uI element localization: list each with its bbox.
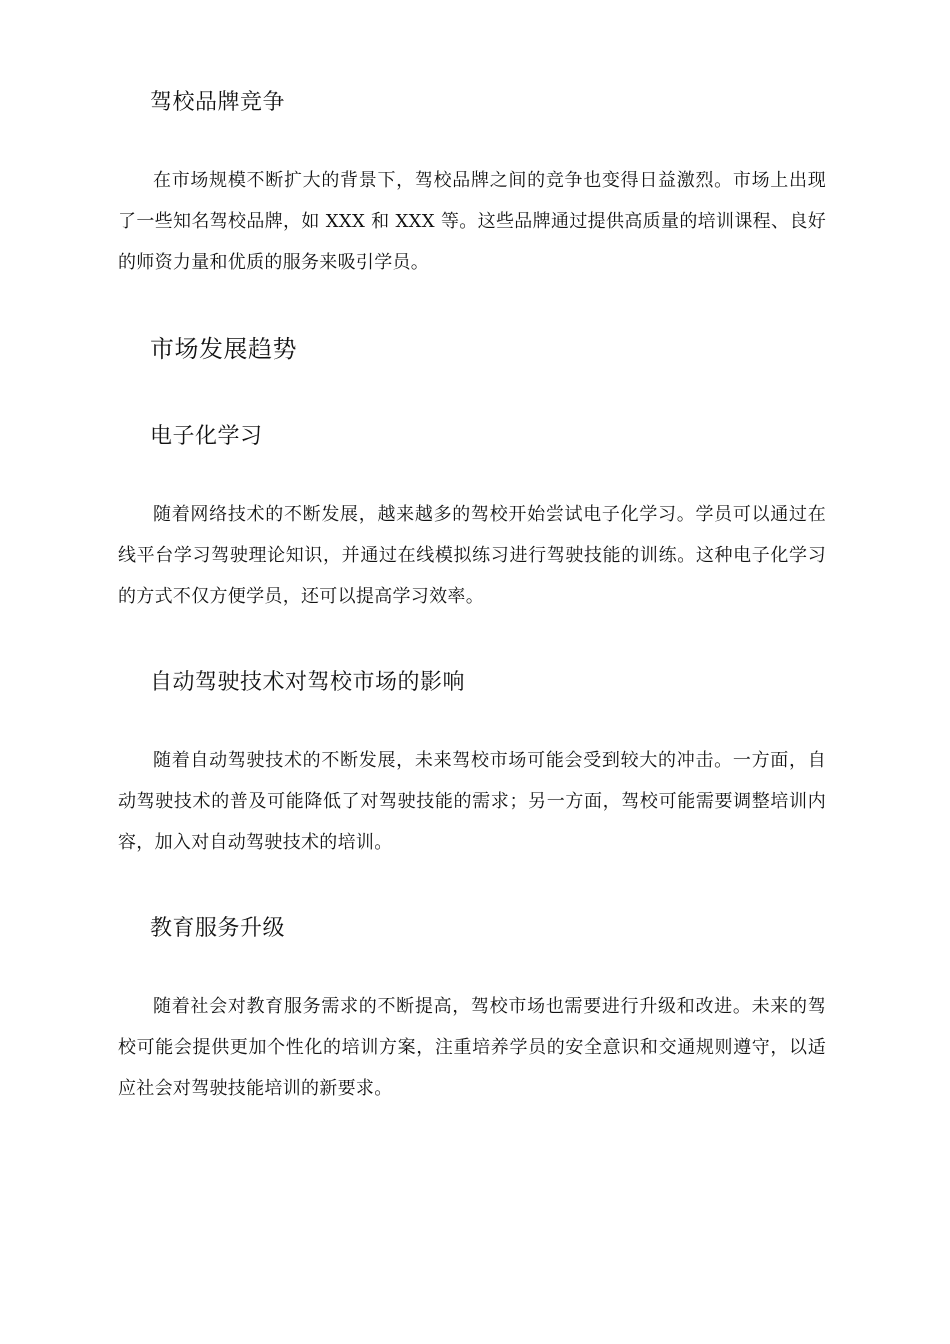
paragraph-autonomous-driving: 随着自动驾驶技术的不断发展，未来驾校市场可能会受到较大的冲击。一方面，自动驾驶技术的普及可能降低了对驾驶技能的需求；另一方面，驾校可能需要调整培训内容，加入对自动驾驶技术的培训。 xyxy=(118,750,826,853)
paragraph-service-upgrade: 随着社会对教育服务需求的不断提高，驾校市场也需要进行升级和改进。未来的驾校可能会提供更加个性化的培训方案，注重培养学员的安全意识和交通规则遵守，以适应社会对驾驶技能培训的新要求。 xyxy=(118,996,826,1099)
paragraph-brand-competition: 在市场规模不断扩大的背景下，驾校品牌之间的竞争也变得日益激烈。市场上出现了一些知名驾校品牌，如 XXX 和 XXX 等。这些品牌通过提供高质量的培训课程、良好的师资力量和优质的服务来吸引学员。 xyxy=(118,170,826,273)
paragraph-e-learning: 随着网络技术的不断发展，越来越多的驾校开始尝试电子化学习。学员可以通过在线平台学习驾驶理论知识，并通过在线模拟练习进行驾驶技能的训练。这种电子化学习的方式不仅方便学员，还可以提高学习效率。 xyxy=(118,504,826,607)
heading-e-learning: 电子化学习 xyxy=(150,424,263,449)
heading-market-trends: 市场发展趋势 xyxy=(150,335,297,363)
heading-autonomous-driving: 自动驾驶技术对驾校市场的影响 xyxy=(150,670,466,695)
heading-brand-competition: 驾校品牌竞争 xyxy=(150,90,286,115)
heading-service-upgrade: 教育服务升级 xyxy=(150,916,286,941)
